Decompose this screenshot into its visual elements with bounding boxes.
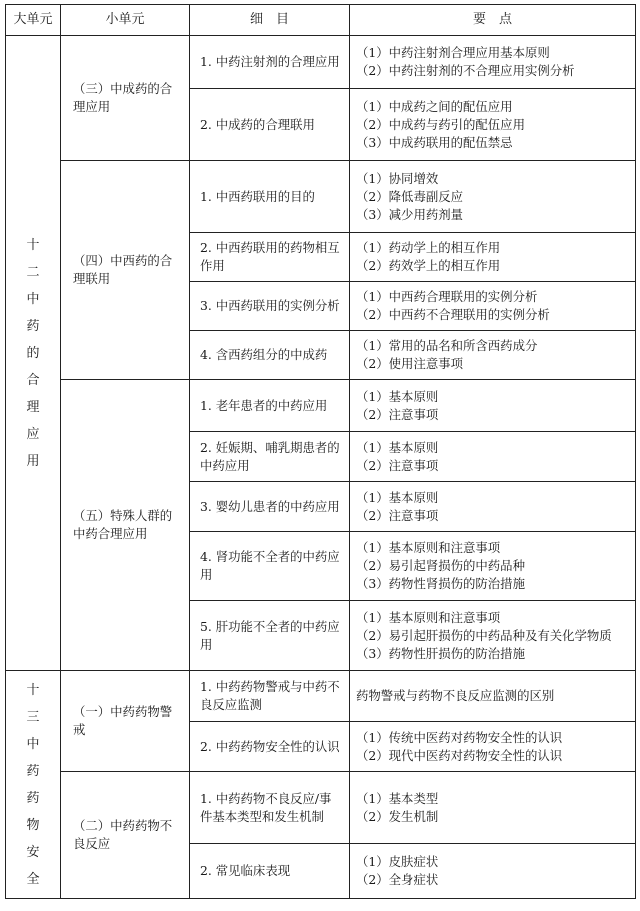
small-unit-label: （二）中药药物不良反应 [73, 818, 173, 851]
detail-label: 2. 妊娠期、哺乳期患者的中药应用 [200, 439, 340, 473]
point-item: （1）传统中医药对药物安全性的认识 [356, 729, 563, 745]
detail-cell [190, 671, 350, 722]
detail-label: 1. 中药注射剂的合理应用 [200, 54, 340, 69]
detail-cell [190, 844, 350, 899]
points-cell [350, 671, 636, 722]
point-item: （3）药物性肝损伤的防治措施 [356, 645, 525, 661]
header-detail: 细 目 [190, 5, 350, 36]
points-cell [350, 722, 636, 772]
detail-label: 4. 含西药组分的中成药 [200, 347, 328, 362]
detail-cell [190, 432, 350, 482]
point-item: （1）基本原则 [356, 388, 439, 404]
point-item: （3）中成药联用的配伍禁忌 [356, 134, 513, 150]
point-item: （1）基本原则 [356, 489, 439, 505]
detail-cell [190, 482, 350, 532]
small-unit-label: （一）中药药物警戒 [73, 704, 173, 737]
points-cell [350, 601, 636, 671]
table-row [6, 671, 636, 722]
point-item: （2）注意事项 [356, 406, 439, 422]
table-row [6, 772, 636, 844]
detail-label: 2. 中西药联用的药物相互作用 [200, 240, 340, 273]
points-cell [350, 36, 636, 89]
big-unit-label: 十三 中药药物安全 [26, 682, 53, 887]
point-item: （2）使用注意事项 [356, 356, 464, 371]
points-cell [350, 432, 636, 482]
point-item: （1）基本原则和注意事项 [356, 540, 501, 555]
point-item: （2）降低毒副反应 [356, 188, 464, 204]
header-points: 要 点 [350, 5, 636, 36]
big-unit-cell [6, 36, 61, 671]
point-item: （2）易引起肾损伤的中药品种 [356, 558, 525, 573]
detail-label: 1. 中西药联用的目的 [200, 188, 315, 204]
outline-table [5, 4, 636, 899]
point-item: （1）常用的品名和所含西药成分 [356, 338, 538, 353]
small-unit-cell [61, 36, 190, 161]
points-cell [350, 844, 636, 899]
detail-cell [190, 601, 350, 671]
header-row [6, 5, 636, 36]
detail-cell [190, 161, 350, 233]
point-item: （2）药效学上的相互作用 [356, 258, 501, 273]
small-unit-cell [61, 380, 190, 671]
point-item: （1）中西药合理联用的实例分析 [356, 289, 538, 304]
detail-label: 2. 中药药物安全性的认识 [200, 738, 340, 754]
detail-label: 2. 中成药的合理联用 [200, 116, 315, 132]
points-cell [350, 772, 636, 844]
small-unit-label: （四）中西药的合理联用 [73, 253, 173, 286]
point-item: （1）中药注射剂合理应用基本原则 [356, 45, 550, 60]
small-unit-cell [61, 772, 190, 899]
detail-label: 2. 常见临床表现 [200, 863, 291, 878]
point-item: （2）发生机制 [356, 808, 439, 824]
point-item: 药物警戒与药物不良反应监测的区别 [356, 688, 555, 703]
detail-cell [190, 532, 350, 601]
point-item: （1）协同增效 [356, 170, 439, 186]
header-small-unit: 小单元 [61, 5, 190, 36]
point-item: （2）中成药与药引的配伍应用 [356, 116, 525, 132]
detail-cell [190, 282, 350, 331]
table-row [6, 380, 636, 432]
point-item: （1）药动学上的相互作用 [356, 240, 501, 255]
table-row [6, 36, 636, 89]
point-item: （2）中西药不合理联用的实例分析 [356, 307, 550, 322]
header-big-unit: 大单元 [6, 5, 61, 36]
point-item: （2）现代中医药对药物安全性的认识 [356, 747, 563, 763]
point-item: （2）注意事项 [356, 457, 439, 473]
point-item: （3）药物性肾损伤的防治措施 [356, 576, 525, 591]
small-unit-cell [61, 161, 190, 380]
small-unit-label: （三）中成药的合理应用 [73, 81, 173, 114]
point-item: （1）中成药之间的配伍应用 [356, 98, 513, 114]
detail-cell [190, 331, 350, 380]
detail-cell [190, 36, 350, 89]
detail-cell [190, 89, 350, 161]
point-item: （2）中药注射剂的不合理应用实例分析 [356, 63, 575, 78]
points-cell [350, 233, 636, 282]
table-row [6, 161, 636, 233]
detail-label: 1. 中药药物警戒与中药不良反应监测 [200, 679, 340, 712]
point-item: （1）基本类型 [356, 790, 439, 806]
points-cell [350, 161, 636, 233]
detail-label: 5. 肝功能不全者的中药应用 [200, 618, 340, 652]
point-item: （3）减少用药剂量 [356, 206, 464, 222]
detail-cell [190, 722, 350, 772]
points-cell [350, 282, 636, 331]
point-item: （2）易引起肝损伤的中药品种及有关化学物质 [356, 627, 612, 643]
point-item: （2）全身症状 [356, 872, 439, 887]
detail-label: 3. 中西药联用的实例分析 [200, 298, 340, 313]
detail-label: 3. 婴幼儿患者的中药应用 [200, 498, 340, 514]
points-cell [350, 331, 636, 380]
detail-label: 1. 老年患者的中药应用 [200, 397, 328, 413]
points-cell [350, 532, 636, 601]
detail-label: 4. 肾功能不全者的中药应用 [200, 549, 340, 582]
points-cell [350, 380, 636, 432]
detail-label: 1. 中药药物不良反应/事件基本类型和发生机制 [200, 790, 332, 824]
small-unit-label: （五）特殊人群的中药合理应用 [73, 508, 173, 541]
points-cell [350, 89, 636, 161]
detail-cell [190, 772, 350, 844]
point-item: （1）基本原则 [356, 439, 439, 455]
point-item: （1）基本原则和注意事项 [356, 609, 501, 625]
points-cell [350, 482, 636, 532]
point-item: （1）皮肤症状 [356, 854, 439, 869]
point-item: （2）注意事项 [356, 507, 439, 523]
big-unit-label: 十二 中药的合理应用 [26, 237, 53, 469]
detail-cell [190, 380, 350, 432]
detail-cell [190, 233, 350, 282]
small-unit-cell [61, 671, 190, 772]
big-unit-cell [6, 671, 61, 899]
